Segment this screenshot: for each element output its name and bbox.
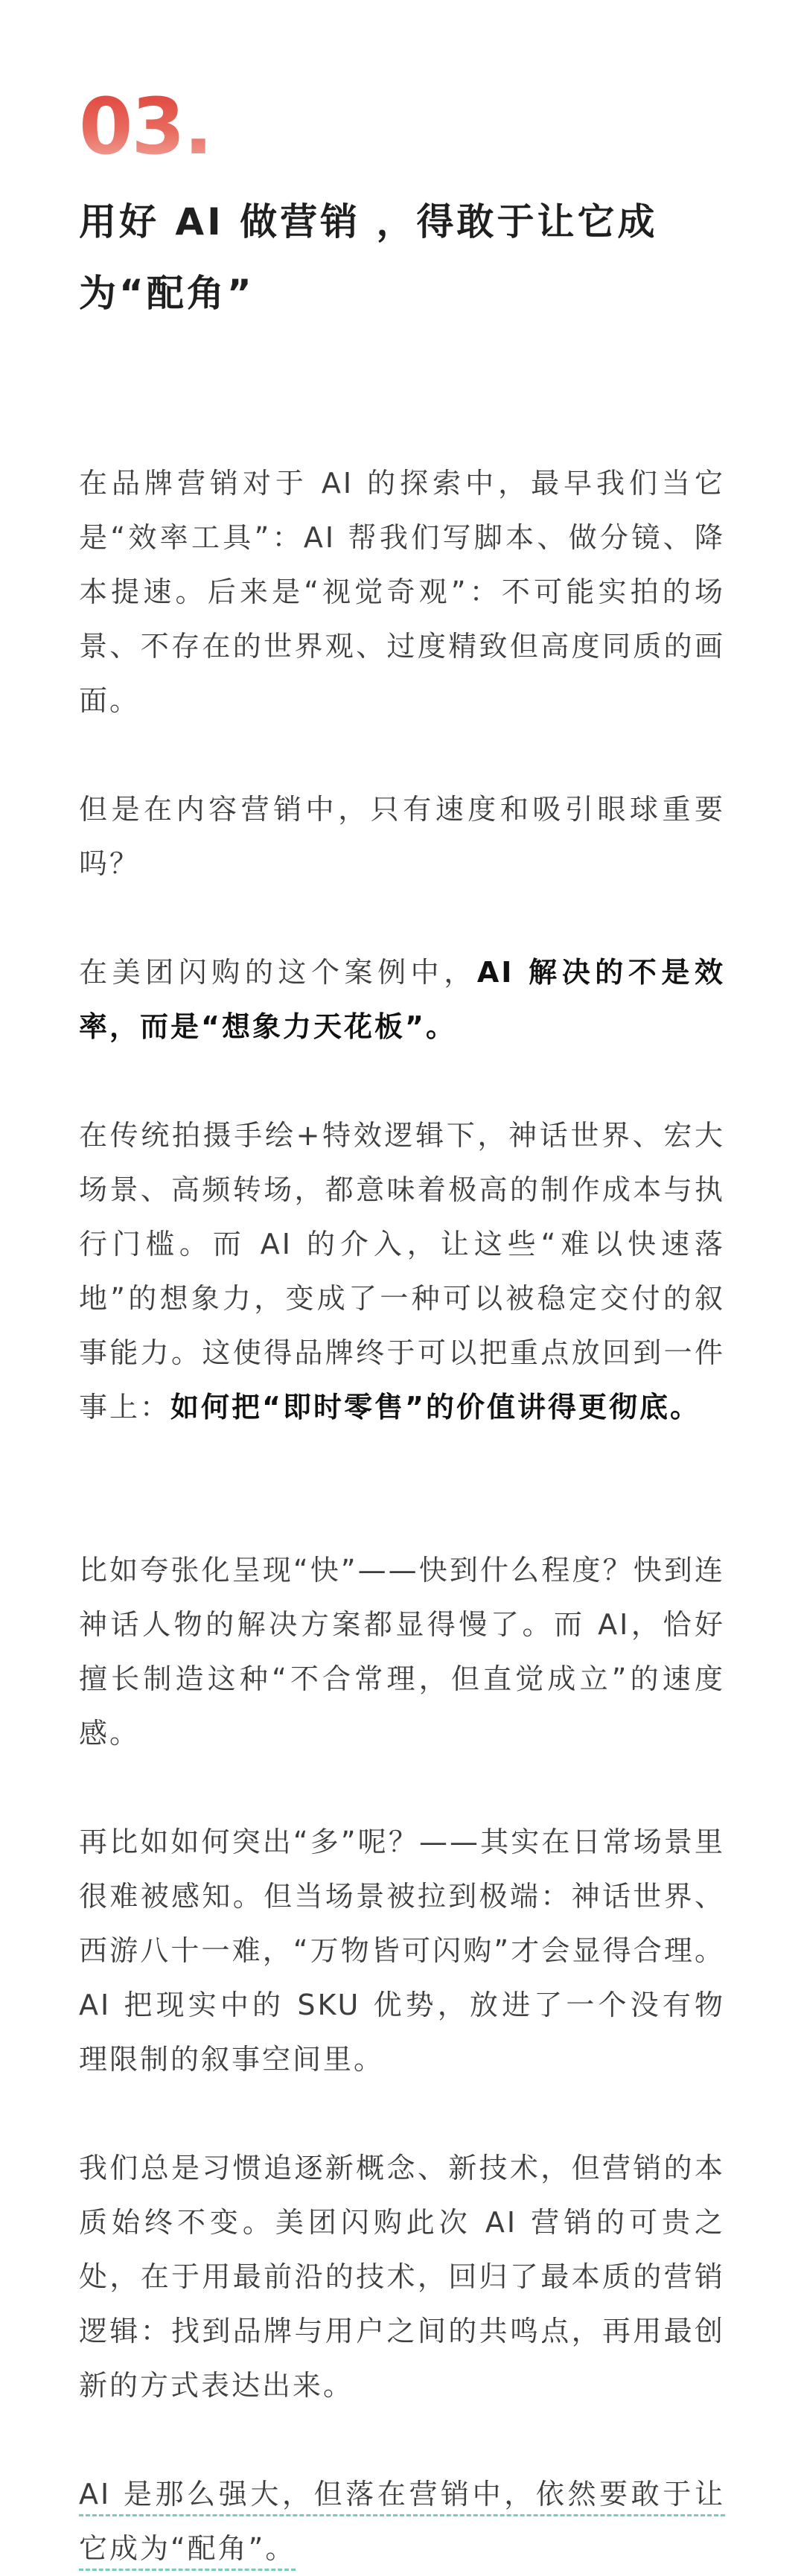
paragraph-question: 但是在内容营销中，只有速度和吸引眼球重要吗？	[79, 793, 725, 880]
section-number: 03.	[79, 81, 212, 172]
paragraph-production-emphasis: 如何把“即时零售”的价值讲得更彻底。	[170, 1391, 701, 1424]
paragraph-conclusion	[79, 2467, 725, 2576]
paragraph-intro: 在品牌营销对于 AI 的探索中，最早我们当它是“效率工具”：AI 帮我们写脚本、做分镜、降本提速。后来是“视觉奇观”：不可能实拍的场景、不存在的世界观、过度精致但高度同质的画面。	[79, 467, 725, 717]
section-title: 用好 AI 做营销 ，得敢于让它成为“配角”	[79, 200, 658, 315]
paragraph-case-lead: 在美团闪购的这个案例中，	[79, 956, 477, 989]
conclusion-underlined-text: AI 是那么强大，但落在营销中，依然要敢于让它成为“配角”。	[79, 2478, 725, 2565]
paragraph-variety: 再比如如何突出“多”呢？——其实在日常场景里很难被感知。但当场景被拉到极端：神话世界、西游八十一难，“万物皆可闪购”才会显得合理。AI 把现实中的 SKU 优势，放进了一个没有物理限制的叙事空间里。	[79, 1826, 725, 2076]
paragraph-case	[79, 946, 725, 1054]
paragraph-production	[79, 1109, 725, 1435]
paragraph-case-emphasis: AI 解决的不是效率，而是“想象力天花板”。	[79, 956, 725, 1043]
paragraph-production-lead: 在传统拍摄手绘+特效逻辑下，神话世界、宏大场景、高频转场，都意味着极高的制作成本与执行门槛。而 AI 的介入，让这些“难以快速落地”的想象力，变成了一种可以被稳定交付的叙事能力。这使得品牌终于可以把重点放回到一件事上：	[79, 1119, 725, 1424]
paragraph-essence: 我们总是习惯追逐新概念、新技术，但营销的本质始终不变。美团闪购此次 AI 营销的可贵之处，在于用最前沿的技术，回归了最本质的营销逻辑：找到品牌与用户之间的共鸣点，再用最创新的方式表达出来。	[79, 2152, 725, 2402]
paragraph-speed: 比如夸张化呈现“快”——快到什么程度？快到连神话人物的解决方案都显得慢了。而 AI，恰好擅长制造这种“不合常理，但直觉成立”的速度感。	[79, 1554, 725, 1750]
